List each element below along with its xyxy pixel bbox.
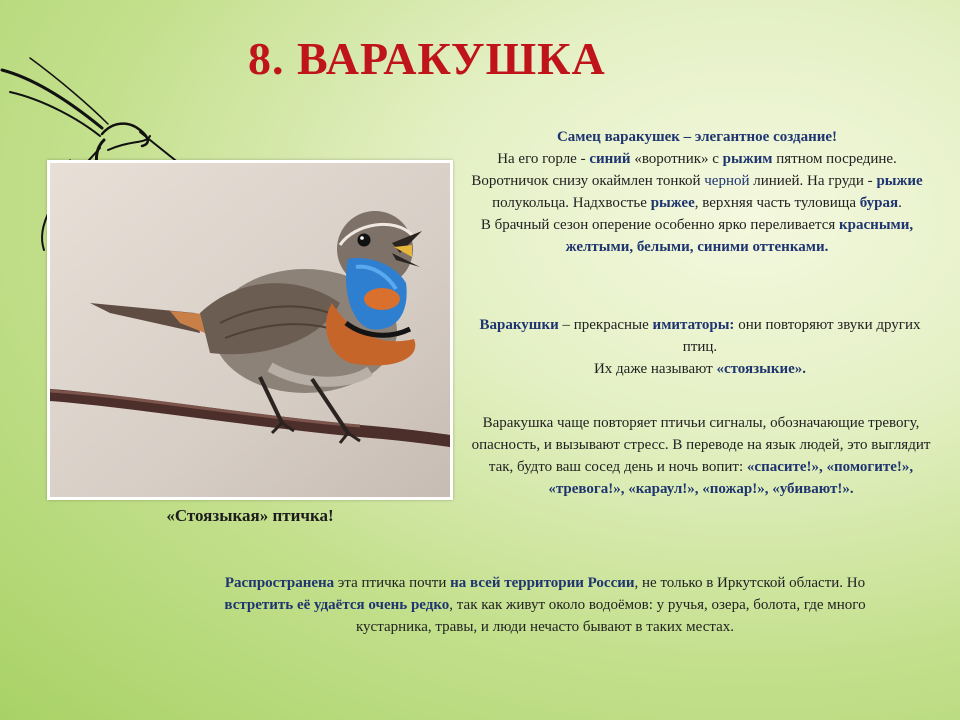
male-description-paragraph: Самец варакушек – элегантное создание! На его горле - синий «воротник» с рыжим пятном посредине. Воротничок снизу окаймлен тонкой черной линией. На груди - рыжие полукольца. Надхвостье рыжее, верхняя часть туловища бурая. В брачный сезон оперение особенно ярко переливается красными, желтыми, белыми, синими оттенками. bbox=[471, 129, 923, 255]
alarm-calls-paragraph: Варакушка чаще повторяет птичьи сигналы, обозначающие тревогу, опасность, и вызывают стресс. В переводе на язык людей, это выглядит так, будто ваш сосед день и ночь вопит: «спасите!», «помогите!», «тревога!», «караул!», «пожар!», «убивают!». bbox=[471, 415, 931, 497]
bluethroat-photo bbox=[47, 160, 453, 500]
distribution-paragraph: Распространена эта птичка почти на всей территории России, не только в Иркутской области. Но встретить её удаётся очень редко, так как живут около водоёмов: у ручья, озера, болота, где много кустарника, травы, и люди нечасто бывают в таких местах. bbox=[224, 575, 866, 635]
photo-caption: «Стоязыкая» птичка! bbox=[166, 506, 334, 525]
lead-text: Самец варакушек – элегантное создание! bbox=[556, 129, 838, 145]
mimicry-paragraph: Варакушки – прекрасные имитаторы: они повторяют звуки других птиц. Их даже называют «стоязыкие». bbox=[479, 317, 921, 377]
page-title: 8. ВАРАКУШКА bbox=[248, 33, 606, 84]
